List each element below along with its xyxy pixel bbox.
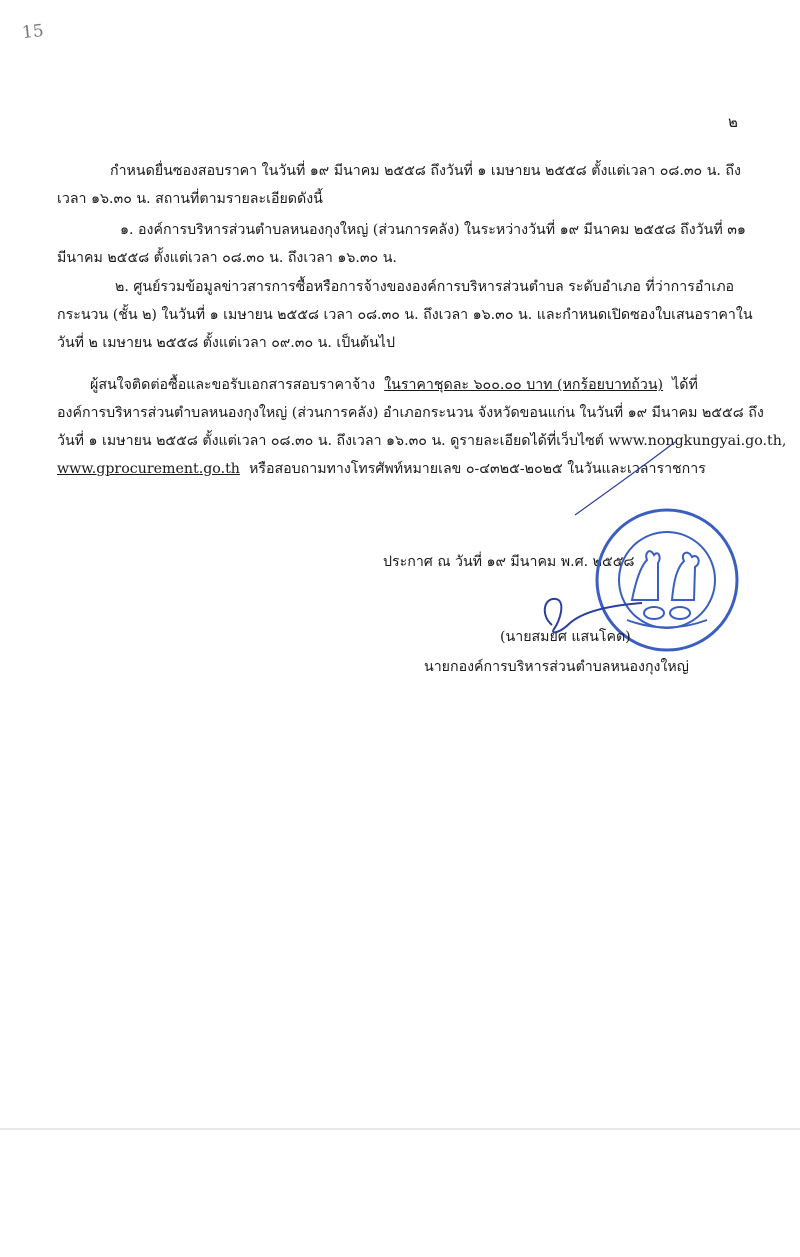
announcement-date: ประกาศ ณ วันที่ ๑๙ มีนาคม พ.ศ. ๒๕๕๘: [383, 554, 635, 570]
paragraph-2-line-1-text: ผู้สนใจติดต่อซื้อและขอรับเอกสารสอบราคาจ้าง: [90, 377, 376, 393]
item-1-line-1: ๑. องค์การบริหารส่วนตำบลหนองกุงใหญ่ (ส่วนการคลัง) ในระหว่างวันที่ ๑๙ มีนาคม ๒๕๕๘ ถึงวันที่ ๓๑: [120, 222, 746, 238]
scan-edge: [0, 1128, 800, 1130]
item-1-line-2: มีนาคม ๒๕๕๘ ตั้งแต่เวลา ๐๘.๓๐ น. ถึงเวลา ๑๖.๓๐ น.: [57, 250, 397, 266]
item-2-line-2: กระนวน (ชั้น ๒) ในวันที่ ๑ เมษายน ๒๕๕๘ เวลา ๐๘.๓๐ น. ถึงเวลา ๑๖.๓๐ น. และกำหนดเปิดซองใบเสนอราคาใน: [57, 307, 753, 323]
signer-name: (นายสมยศ แสนโคต): [500, 629, 631, 645]
page-number: ๒: [728, 113, 738, 131]
paragraph-1-line-2: เวลา ๑๖.๓๐ น. สถานที่ตามรายละเอียดดังนี้: [57, 191, 323, 207]
gprocurement-link[interactable]: www.gprocurement.go.th: [57, 461, 240, 477]
signer-title: นายกองค์การบริหารส่วนตำบลหนองกุงใหญ่: [424, 659, 689, 675]
item-2-line-3: วันที่ ๒ เมษายน ๒๕๕๘ ตั้งแต่เวลา ๐๙.๓๐ น. เป็นต้นไป: [57, 335, 395, 351]
paragraph-2-line-2: องค์การบริหารส่วนตำบลหนองกุงใหญ่ (ส่วนการคลัง) อำเภอกระนวน จังหวัดขอนแก่น ในวันที่ ๑๙ มีนาคม ๒๕๕๘ ถึง: [57, 405, 764, 421]
paragraph-2-line-3: วันที่ ๑ เมษายน ๒๕๕๘ ตั้งแต่เวลา ๐๘.๓๐ น. ถึงเวลา ๑๖.๓๐ น. ดูรายละเอียดได้ที่เว็บไซต์ www.nongkungyai.go.th,: [57, 433, 787, 449]
paragraph-2-line-1-end: ได้ที่: [672, 377, 698, 393]
paragraph-2-line-1: [90, 376, 698, 394]
paragraph-1-line-1: กำหนดยื่นซองสอบราคา ในวันที่ ๑๙ มีนาคม ๒๕๕๘ ถึงวันที่ ๑ เมษายน ๒๕๕๘ ตั้งแต่เวลา ๐๘.๓๐ น. ถึง: [110, 163, 741, 179]
paragraph-2-line-4-rest: หรือสอบถามทางโทรศัพท์หมายเลข ๐-๔๓๒๕-๒๐๒๕ ในวันและเวลาราชการ: [248, 461, 706, 477]
corner-mark: 15: [21, 20, 45, 44]
item-2-line-1: ๒. ศูนย์รวมข้อมูลข่าวสารการซื้อหรือการจ้างขององค์การบริหารส่วนตำบล ระดับอำเภอ ที่ว่าการอำเภอ: [115, 279, 735, 295]
price-underlined: ในราคาชุดละ ๖๐๐.๐๐ บาท (หกร้อยบาทถ้วน): [384, 377, 664, 393]
